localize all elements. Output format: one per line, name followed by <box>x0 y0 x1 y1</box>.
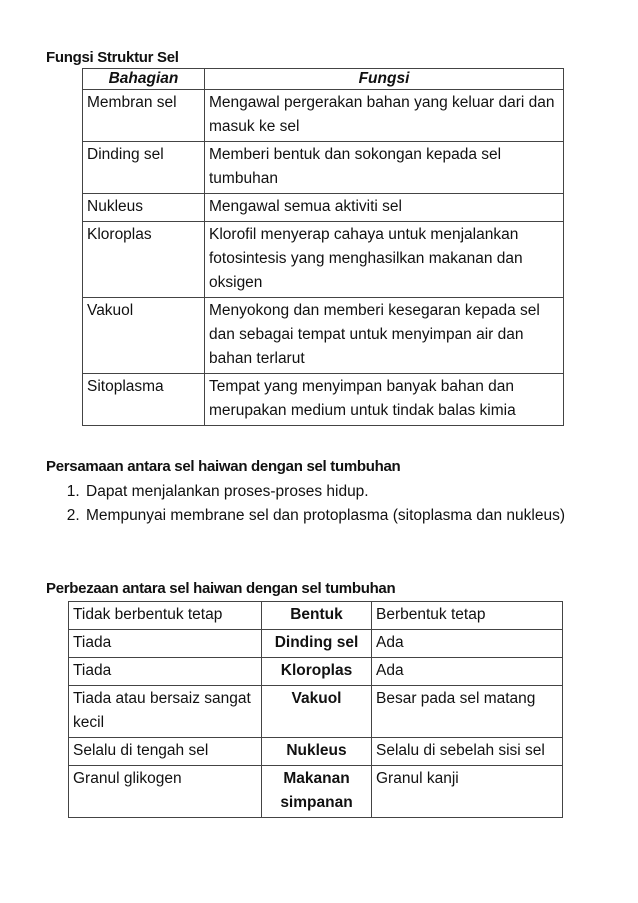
section-heading-cell-structure: Fungsi Struktur Sel <box>46 49 179 66</box>
cell-aspect: Vakuol <box>262 686 372 738</box>
cell-part: Nukleus <box>83 194 205 222</box>
cell-plant: Selalu di sebelah sisi sel <box>372 738 563 766</box>
cell-plant: Ada <box>372 630 563 658</box>
similarities-list <box>46 480 604 528</box>
cell-function: Tempat yang menyimpan banyak bahan dan merupakan medium untuk tindak balas kimia <box>205 374 564 426</box>
cell-function: Memberi bentuk dan sokongan kepada sel tumbuhan <box>205 142 564 194</box>
differences-table <box>68 601 563 818</box>
cell-animal: Tiada atau bersaiz sangat kecil <box>69 686 262 738</box>
cell-animal: Granul glikogen <box>69 766 262 818</box>
table-row <box>83 222 564 298</box>
table-row <box>69 630 563 658</box>
cell-animal: Selalu di tengah sel <box>69 738 262 766</box>
table-row <box>69 766 563 818</box>
table-row <box>69 602 563 630</box>
cell-function: Mengawal semua aktiviti sel <box>205 194 564 222</box>
section-heading-similarities: Persamaan antara sel haiwan dengan sel tumbuhan <box>46 458 401 475</box>
cell-plant: Ada <box>372 658 563 686</box>
table-row <box>83 194 564 222</box>
table-row <box>69 738 563 766</box>
cell-function: Klorofil menyerap cahaya untuk menjalankan fotosintesis yang menghasilkan makanan dan oksigen <box>205 222 564 298</box>
cell-animal: Tiada <box>69 630 262 658</box>
cell-part: Membran sel <box>83 90 205 142</box>
cell-part: Kloroplas <box>83 222 205 298</box>
table-row <box>83 142 564 194</box>
section-heading-differences: Perbezaan antara sel haiwan dengan sel tumbuhan <box>46 580 396 597</box>
cell-part: Dinding sel <box>83 142 205 194</box>
cell-aspect: Dinding sel <box>262 630 372 658</box>
cell-animal: Tiada <box>69 658 262 686</box>
cell-function: Menyokong dan memberi kesegaran kepada sel dan sebagai tempat untuk menyimpan air dan bahan terlarut <box>205 298 564 374</box>
table-row <box>83 374 564 426</box>
table-header-row <box>83 69 564 90</box>
list-item: 2. Mempunyai membrane sel dan protoplasma (sitoplasma dan nukleus) <box>84 504 604 528</box>
cell-part: Sitoplasma <box>83 374 205 426</box>
cell-animal: Tidak berbentuk tetap <box>69 602 262 630</box>
cell-aspect: Bentuk <box>262 602 372 630</box>
cell-aspect: Makanan simpanan <box>262 766 372 818</box>
cell-plant: Berbentuk tetap <box>372 602 563 630</box>
cell-aspect: Nukleus <box>262 738 372 766</box>
column-header-part: Bahagian <box>83 69 205 90</box>
table-row <box>69 658 563 686</box>
column-header-function: Fungsi <box>205 69 564 90</box>
list-item: 1. Dapat menjalankan proses-proses hidup. <box>84 480 604 504</box>
cell-aspect: Kloroplas <box>262 658 372 686</box>
cell-structure-function-table <box>82 68 564 426</box>
cell-plant: Granul kanji <box>372 766 563 818</box>
table-row <box>83 90 564 142</box>
cell-function: Mengawal pergerakan bahan yang keluar dari dan masuk ke sel <box>205 90 564 142</box>
table-row <box>69 686 563 738</box>
table-row <box>83 298 564 374</box>
cell-plant: Besar pada sel matang <box>372 686 563 738</box>
cell-part: Vakuol <box>83 298 205 374</box>
